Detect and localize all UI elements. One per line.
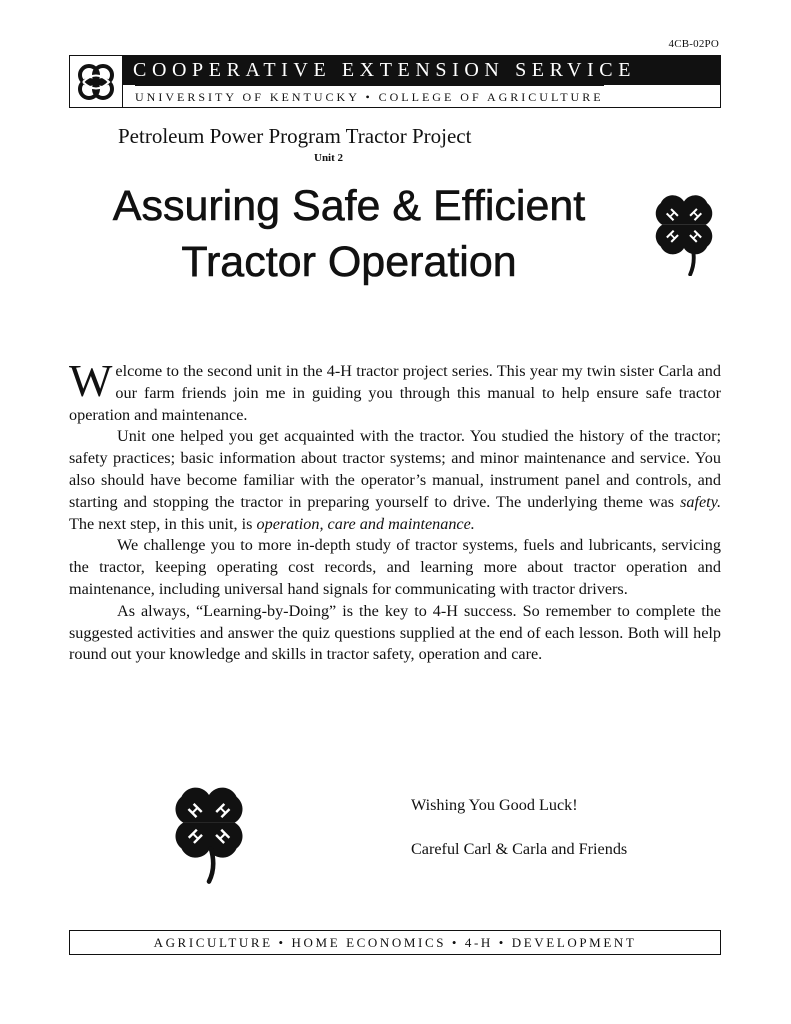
- clover-letter: H: [211, 799, 234, 822]
- drop-cap: W: [69, 355, 113, 406]
- clover-letter: H: [184, 825, 207, 848]
- intro-letter: [69, 355, 721, 666]
- emphasis-safety: safety.: [680, 492, 721, 511]
- document-code: 4CB-02PO: [668, 38, 719, 50]
- clover-letter: H: [686, 226, 705, 246]
- extension-masthead: [69, 55, 721, 108]
- paragraph-unit-one-mid: The next step, in this unit, is: [69, 514, 257, 533]
- clover-letter: H: [686, 205, 706, 224]
- emphasis-operation: operation, care and maintenance.: [256, 514, 475, 533]
- document-title: [69, 178, 629, 290]
- unit-label: Unit 2: [314, 152, 344, 164]
- clover-letter: H: [184, 799, 207, 822]
- paragraph-unit-one-text: Unit one helped you get acquainted with the tractor. You studied the history of the tractor; safety practices; basic information about tractor systems; and minor maintenance and service. You also should have become familiar with the operator’s manual, instrument panel and controls, and starting and stopping the tractor in preparing yourself to drive. The underlying theme was: [69, 427, 721, 511]
- cooperative-extension-logo-icon: [75, 61, 117, 103]
- footer-program-areas: AGRICULTURE • HOME ECONOMICS • 4-H • DEVELOPMENT: [69, 930, 721, 955]
- institution-name: UNIVERSITY OF KENTUCKY • COLLEGE OF AGRICULTURE: [135, 85, 604, 107]
- extension-logo: [70, 56, 123, 107]
- paragraph-welcome-text: elcome to the second unit in the 4-H tractor project series. This year my twin sister Carla and our farm friends join me in guiding you through this manual to help ensure safe tractor operation and maintenance.: [69, 362, 721, 424]
- institution-line: [123, 85, 720, 107]
- program-title: Petroleum Power Program Tractor Project: [118, 124, 472, 148]
- paragraph-unit-one: [69, 426, 721, 535]
- title-line-2: Tractor Operation: [181, 238, 517, 286]
- clover-letter: H: [662, 205, 682, 224]
- paragraph-welcome: [69, 355, 721, 426]
- four-h-clover-icon: [163, 776, 255, 884]
- four-h-clover-icon: [644, 186, 724, 276]
- signoff-signature: Careful Carl & Carla and Friends: [411, 840, 628, 858]
- paragraph-learning: As always, “Learning-by-Doing” is the key to 4-H success. So remember to complete the suggested activities and answer the quiz questions supplied at the end of each lesson. Both will help round out your knowledge and skills in tractor safety, operation and care.: [69, 601, 721, 664]
- title-line-1: Assuring Safe & Efficient: [112, 182, 586, 230]
- paragraph-challenge: We challenge you to more in-depth study of tractor systems, fuels and lubricants, servicing the tractor, keeping operating cost records, and learning more about tractor operation and maintenance, including universal hand signals for communicating with tractor drivers.: [69, 536, 721, 598]
- signoff-wish: Wishing You Good Luck!: [411, 796, 578, 814]
- clover-letter: H: [663, 226, 682, 246]
- clover-letter: H: [211, 825, 234, 848]
- service-name: COOPERATIVE EXTENSION SERVICE: [123, 56, 720, 85]
